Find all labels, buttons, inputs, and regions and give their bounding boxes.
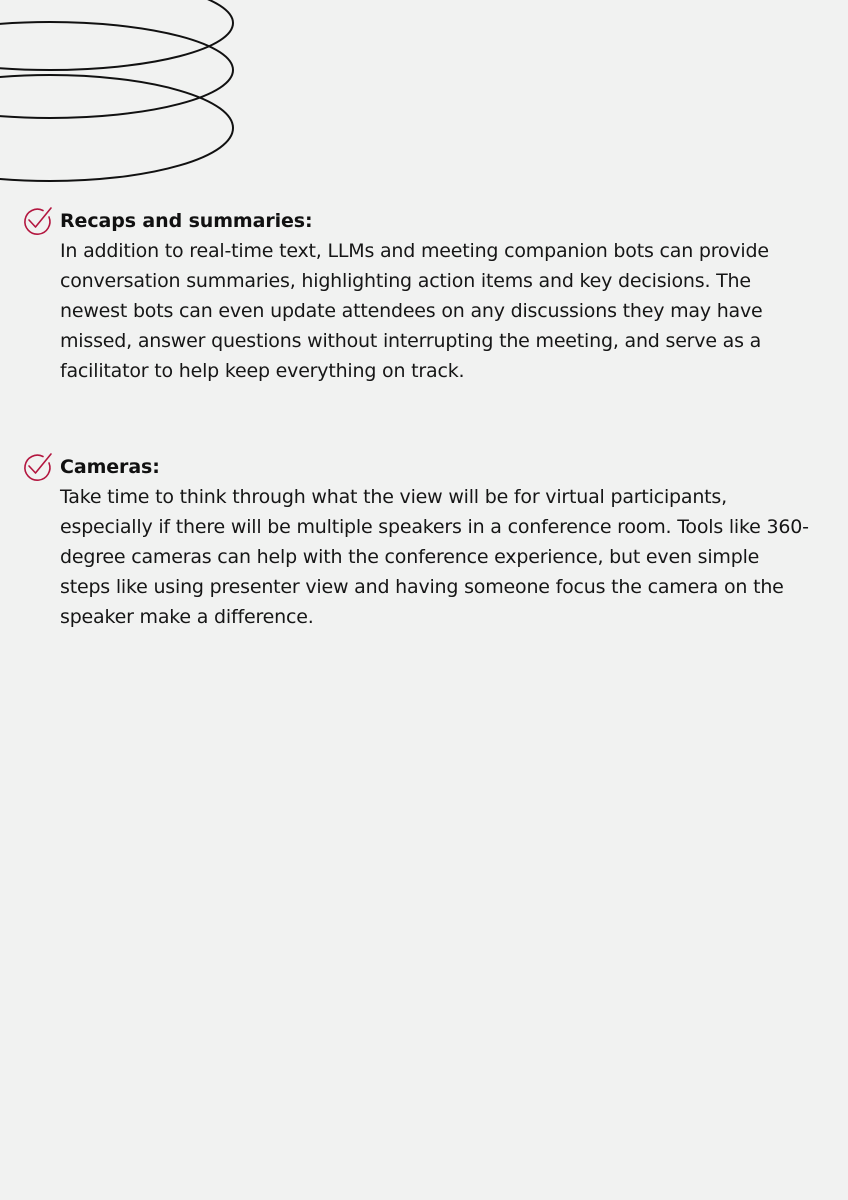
section-recaps-and-summaries <box>20 206 810 386</box>
section-title: Recaps and summaries: <box>60 210 313 232</box>
decorative-ellipses-icon <box>0 0 240 190</box>
section-cameras <box>20 452 810 632</box>
section-body: Take time to think through what the view will be for virtual participants, especially if there will be multiple speakers in a conference room. Tools like 360-degree cameras can help with the conference experience, but even simple steps like using presenter view and having someone focus the camera on the speaker make a difference. <box>60 486 809 628</box>
section-title: Cameras: <box>60 456 160 478</box>
section-body: In addition to real-time text, LLMs and meeting companion bots can provide conversation summaries, highlighting action items and key decisions. The newest bots can even update attendees on any discussions they may have missed, answer questions without interrupting the meeting, and serve as a facilitator to help keep everything on track. <box>60 240 769 382</box>
checkmark-circle-icon <box>20 206 54 236</box>
checkmark-circle-icon <box>20 452 54 482</box>
